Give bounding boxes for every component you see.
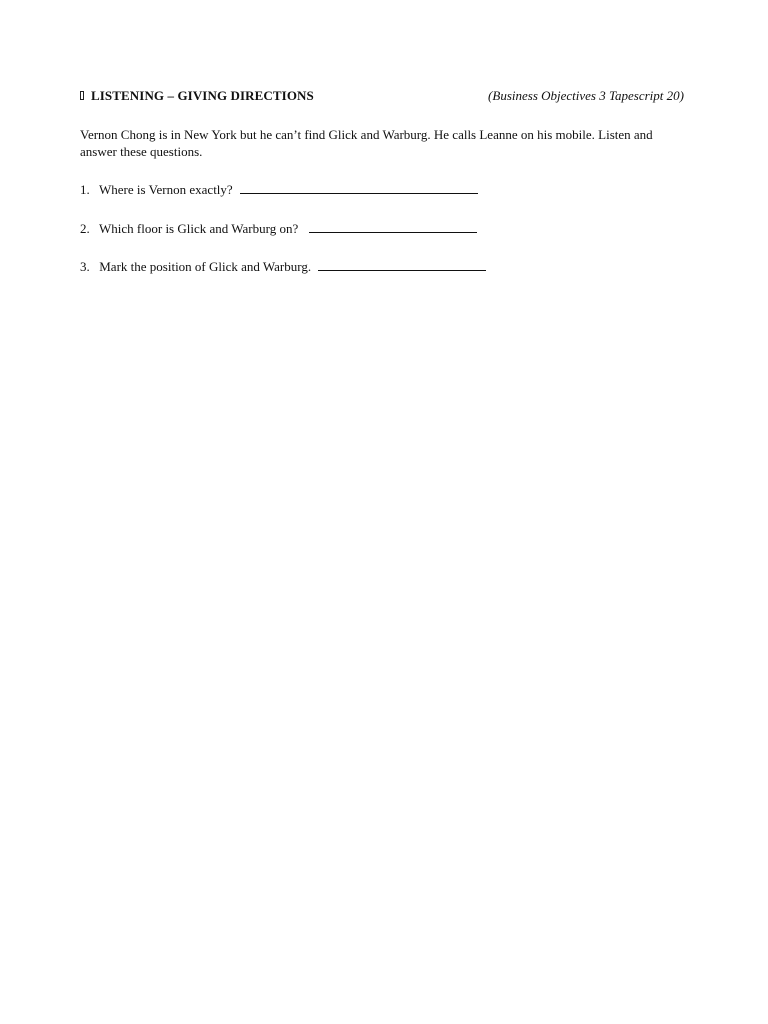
- question-2: [80, 220, 477, 237]
- question-1: [80, 181, 478, 198]
- answer-blank-1[interactable]: [240, 181, 478, 194]
- question-text: Mark the position of Glick and Warburg.: [99, 259, 312, 274]
- question-3: [80, 258, 486, 275]
- question-text: Where is Vernon exactly?: [99, 182, 233, 197]
- question-number: 1.: [80, 182, 90, 197]
- source-reference: (Business Objectives 3 Tapescript 20): [488, 88, 684, 103]
- answer-blank-2[interactable]: [309, 220, 477, 233]
- worksheet-header: [80, 88, 684, 106]
- answer-blank-3[interactable]: [318, 258, 486, 271]
- question-number: 2.: [80, 221, 90, 236]
- worksheet-title: LISTENING – GIVING DIRECTIONS: [91, 88, 314, 103]
- question-number: 3.: [80, 259, 90, 274]
- question-text: Which floor is Glick and Warburg on?: [99, 221, 299, 236]
- intro-paragraph: Vernon Chong is in New York but he can’t find Glick and Warburg. He calls Leanne on his mobile. Listen and answer these questions.: [80, 127, 653, 159]
- square-bullet-icon: [80, 91, 84, 100]
